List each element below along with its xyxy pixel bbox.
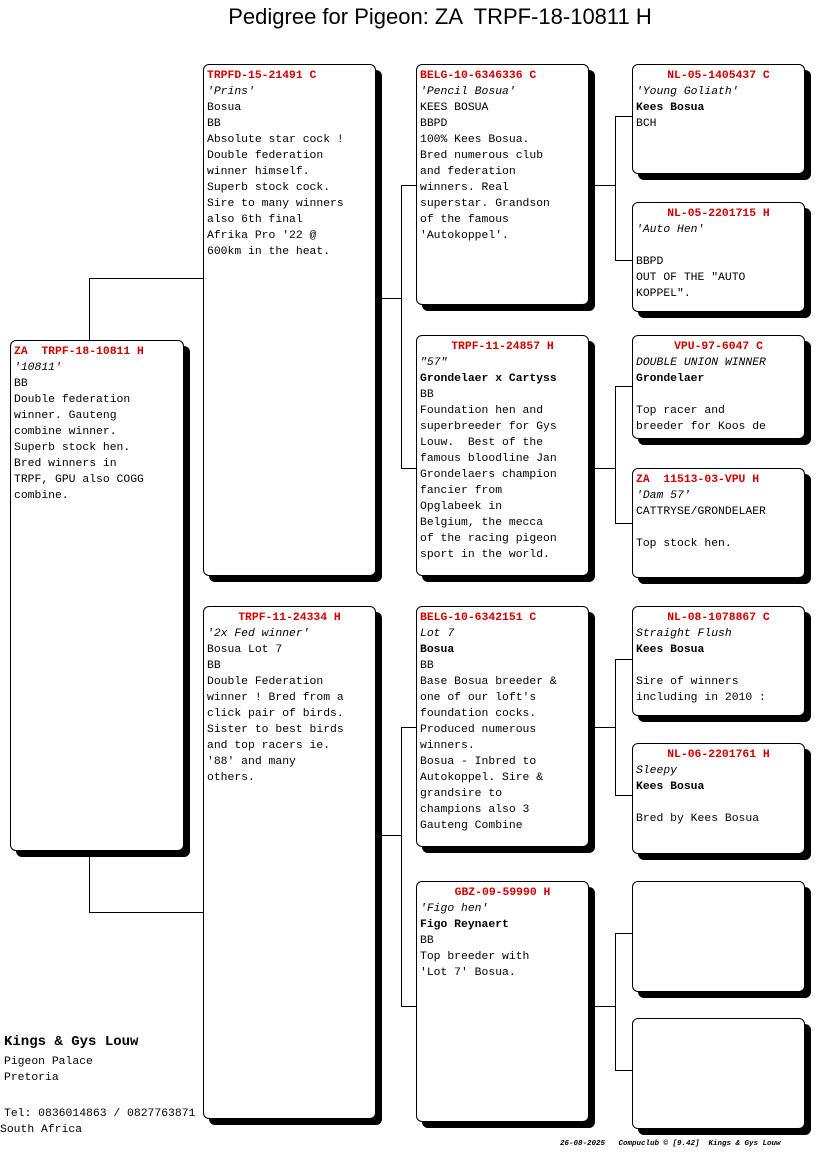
sd-sire-breeder: Grondelaer xyxy=(636,373,705,385)
sd-sire-notes: Top racer and breeder for Koos de xyxy=(636,405,766,433)
dam-sire-color: BB xyxy=(420,660,434,672)
dam-dam-notes: Top breeder with 'Lot 7' Bosua. xyxy=(420,951,530,979)
connector xyxy=(615,116,633,117)
ss-dam-ring: NL-05-2201715 H xyxy=(667,208,770,220)
dam-sire-breeder: Bosua xyxy=(420,644,455,656)
sire-sire-ring: BELG-10-6346336 C xyxy=(420,70,537,82)
connector xyxy=(589,185,616,186)
sd-dam-ring: ZA 11513-03-VPU H xyxy=(636,474,760,486)
dam-notes: Double Federation winner ! Bred from a click pair of birds. Sister to best birds and top racers ie. '88' and many others. xyxy=(207,676,344,784)
subject-notes: Double federation winner. Gauteng combine winner. Superb stock hen. Bred winners in TRPF, GPU also COGG combine. xyxy=(14,394,144,502)
sire-dam-color: BB xyxy=(420,389,434,401)
sd-dam-notes: Top stock hen. xyxy=(636,538,732,550)
connector xyxy=(401,727,417,728)
ss-sire-breeder: Kees Bosua xyxy=(636,102,705,114)
connector xyxy=(376,835,402,836)
dam-name: '2x Fed winner' xyxy=(207,628,310,640)
connector xyxy=(589,1006,616,1007)
dam-dam-breeder: Figo Reynaert xyxy=(420,919,509,931)
owner-block xyxy=(4,1034,138,1086)
ds-dam-name: Sleepy xyxy=(636,765,678,777)
sire-ring: TRPFD-15-21491 C xyxy=(207,70,317,82)
ss-dam-notes: OUT OF THE "AUTO KOPPEL". xyxy=(636,272,746,300)
owner-line1: Pigeon Palace xyxy=(4,1056,93,1068)
connector xyxy=(615,795,633,796)
ss-dam-color: BBPD xyxy=(636,256,664,268)
connector xyxy=(89,278,204,279)
connector xyxy=(401,185,402,468)
ds-sire-notes: Sire of winners including in 2010 : xyxy=(636,676,766,704)
ss-sire-name: 'Young Goliath' xyxy=(636,86,739,98)
sd-dam-color xyxy=(636,520,801,536)
sd-dam-name: 'Dam 57' xyxy=(636,490,691,502)
owner-tel: Tel: 0836014863 / 0827763871 xyxy=(4,1108,196,1120)
sire-dam-notes: Foundation hen and superbreeder for Gys Louw. Best of the famous bloodline Jan Grondelaers champion fancier from Opglabeek in Belgium, the mecca of the racing pigeon sport in the world. xyxy=(420,405,557,561)
connector xyxy=(589,468,616,469)
ss-dam-name: 'Auto Hen' xyxy=(636,224,705,236)
subject-name: '10811' xyxy=(14,362,62,374)
dam-ring: TRPF-11-24334 H xyxy=(238,612,341,624)
ds-sire-card[interactable] xyxy=(632,606,805,716)
connector xyxy=(401,1006,417,1007)
sire-dam-card[interactable] xyxy=(416,335,589,576)
sire-sire-card[interactable] xyxy=(416,64,589,305)
connector xyxy=(615,933,616,1070)
connector xyxy=(615,386,616,523)
sire-card[interactable] xyxy=(203,64,376,576)
dam-sire-name: Lot 7 xyxy=(420,628,455,640)
sd-sire-name: DOUBLE UNION WINNER xyxy=(636,357,766,369)
title-wrap xyxy=(0,0,816,40)
connector xyxy=(376,298,402,299)
connector xyxy=(589,727,616,728)
sire-dam-ring: TRPF-11-24857 H xyxy=(451,341,554,353)
sire-sire-color: BBPD xyxy=(420,118,448,130)
ds-dam-color xyxy=(636,795,801,811)
ds-sire-breeder: Kees Bosua xyxy=(636,644,705,656)
owner-name: Kings & Gys Louw xyxy=(4,1034,139,1050)
connector xyxy=(615,116,616,260)
dd-sire-card[interactable] xyxy=(632,881,805,992)
connector xyxy=(615,260,633,261)
sire-name: 'Prins' xyxy=(207,86,255,98)
ss-dam-breeder xyxy=(636,238,801,254)
owner-line2: Pretoria xyxy=(4,1072,59,1084)
dam-dam-color: BB xyxy=(420,935,434,947)
connector xyxy=(401,727,402,1006)
dam-breeder: Bosua Lot 7 xyxy=(207,644,283,656)
ds-sire-name: Straight Flush xyxy=(636,628,732,640)
connector xyxy=(89,856,90,912)
ds-dam-breeder: Kees Bosua xyxy=(636,781,705,793)
sd-sire-card[interactable] xyxy=(632,335,805,439)
dam-sire-notes: Base Bosua breeder & one of our loft's foundation cocks. Produced numerous winners. Bosua - Inbred to Autokoppel. Sire & grandsire to champions also 3 Gauteng Combine xyxy=(420,676,557,832)
dam-sire-card[interactable] xyxy=(416,606,589,847)
connector xyxy=(615,933,633,934)
ds-sire-ring: NL-08-1078867 C xyxy=(667,612,770,624)
ds-dam-card[interactable] xyxy=(632,743,805,854)
connector xyxy=(615,386,633,387)
connector xyxy=(615,523,633,524)
ds-sire-color xyxy=(636,658,801,674)
dam-dam-card[interactable] xyxy=(416,881,589,1122)
sire-breeder: Bosua xyxy=(207,102,242,114)
dd-dam-card[interactable] xyxy=(632,1018,805,1129)
sire-color: BB xyxy=(207,118,221,130)
sire-sire-breeder: KEES BOSUA xyxy=(420,102,489,114)
ss-sire-ring: NL-05-1405437 C xyxy=(667,70,770,82)
connector xyxy=(401,185,417,186)
page-title: Pedigree for Pigeon: ZA TRPF-18-10811 H xyxy=(228,4,652,29)
sire-dam-name: "57" xyxy=(420,357,448,369)
sd-sire-color xyxy=(636,387,801,403)
sd-dam-card[interactable] xyxy=(632,468,805,578)
subject-card[interactable] xyxy=(10,340,184,851)
connector xyxy=(89,912,204,913)
connector xyxy=(401,468,417,469)
dam-sire-ring: BELG-10-6342151 C xyxy=(420,612,537,624)
connector xyxy=(615,1070,633,1071)
dam-dam-ring: GBZ-09-59990 H xyxy=(454,887,551,899)
ds-dam-ring: NL-06-2201761 H xyxy=(667,749,770,761)
sire-dam-breeder: Grondelaer x Cartyss xyxy=(420,373,557,385)
dam-dam-name: 'Figo hen' xyxy=(420,903,489,915)
connector xyxy=(615,659,633,660)
footer: 26-08-2025 Compuclub © [9.42] Kings & Gys Louw xyxy=(560,1140,781,1148)
owner-country: South Africa xyxy=(0,1124,83,1136)
sire-sire-name: 'Pencil Bosua' xyxy=(420,86,516,98)
connector xyxy=(89,278,90,340)
ds-dam-notes: Bred by Kees Bosua xyxy=(636,813,760,825)
sd-sire-ring: VPU-97-6047 C xyxy=(674,341,763,353)
ss-sire-color: BCH xyxy=(636,118,657,130)
ss-sire-card[interactable] xyxy=(632,64,805,174)
sire-notes: Absolute star cock ! Double federation winner himself. Superb stock cock. Sire to many winners also 6th final Afrika Pro '22 @ 600km in the heat. xyxy=(207,134,344,258)
subject-color: BB xyxy=(14,378,28,390)
subject-ring: ZA TRPF-18-10811 H xyxy=(14,346,144,358)
dam-card[interactable] xyxy=(203,606,376,1119)
dam-color: BB xyxy=(207,660,221,672)
ss-dam-card[interactable] xyxy=(632,202,805,312)
sire-sire-notes: 100% Kees Bosua. Bred numerous club and federation winners. Real superstar. Grandson of the famous 'Autokoppel'. xyxy=(420,134,550,242)
sd-dam-breeder: CATTRYSE/GRONDELAER xyxy=(636,506,766,518)
